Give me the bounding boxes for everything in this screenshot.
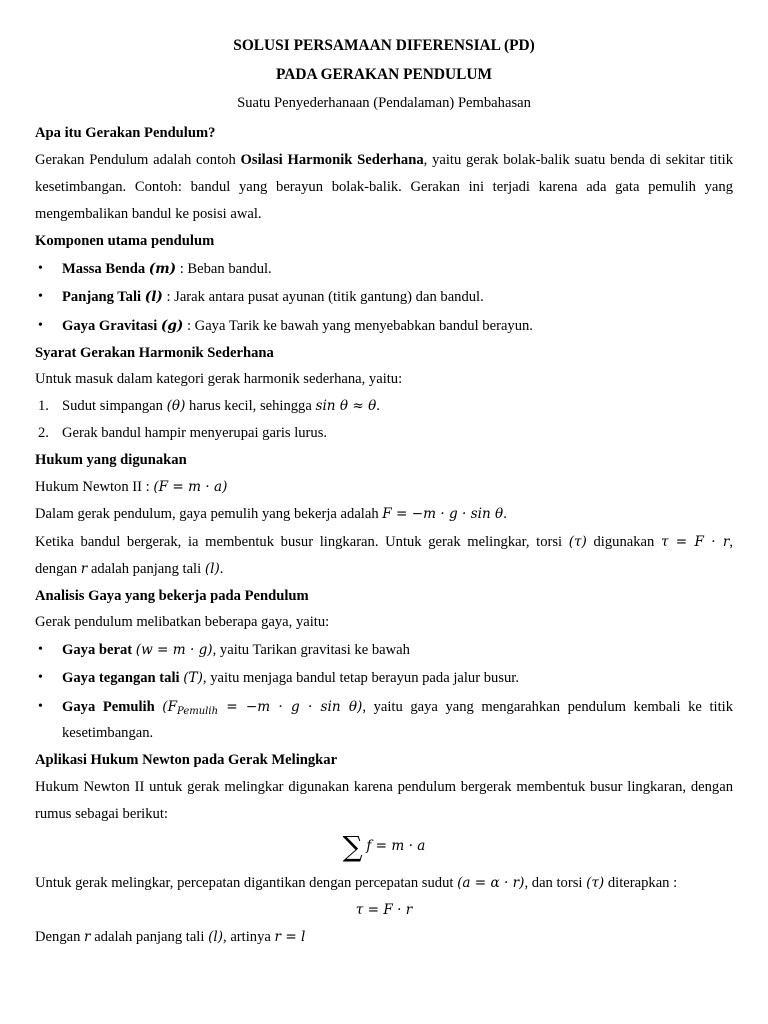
math-inline: (τ) bbox=[568, 534, 587, 550]
text-run: . bbox=[376, 398, 380, 414]
bold-term: Gaya tegangan tali bbox=[62, 670, 180, 686]
section-heading-hukum: Hukum yang digunakan bbox=[35, 452, 187, 468]
bold-term: Panjang Tali bbox=[62, 289, 142, 305]
list-item bbox=[62, 697, 733, 722]
section-heading-syarat: Syarat Gerakan Harmonik Sederhana bbox=[35, 345, 274, 361]
section-heading-komponen: Komponen utama pendulum bbox=[35, 233, 215, 249]
text-run: adalah panjang tali bbox=[90, 929, 209, 945]
text-run: harus kecil, sehingga bbox=[185, 398, 316, 414]
math-inline: (w = m · g) bbox=[135, 642, 213, 658]
math-symbol: (g) bbox=[160, 318, 184, 334]
bold-term: Gaya Pemulih bbox=[62, 699, 155, 715]
paragraph-line: Untuk masuk dalam kategori gerak harmonik sederhana, yaitu: bbox=[35, 371, 403, 387]
math-inline: r = l bbox=[274, 929, 306, 945]
text-run: Dengan bbox=[35, 929, 85, 945]
bullet-marker: • bbox=[38, 318, 43, 333]
math-subscript: Pemulih bbox=[177, 706, 219, 717]
math-symbol: (l) bbox=[144, 289, 163, 305]
paragraph-line: Hukum Newton II untuk gerak melingkar digunakan karena pendulum bergerak membentuk busur lingkaran, dengan bbox=[35, 779, 733, 795]
math-inline: sin θ ≈ θ bbox=[315, 398, 377, 414]
doc-title-line1: SOLUSI PERSAMAAN DIFERENSIAL (PD) bbox=[233, 37, 535, 54]
paragraph-line bbox=[35, 532, 733, 552]
list-number: 2. bbox=[38, 425, 49, 441]
text-run: , dan torsi bbox=[524, 875, 587, 891]
math-inline: F = −m · g · sin θ bbox=[382, 506, 504, 522]
math-var: g bbox=[167, 318, 177, 334]
paragraph-line bbox=[35, 559, 733, 579]
list-item bbox=[62, 259, 733, 279]
equation-sum bbox=[0, 830, 768, 863]
item-desc: : Jarak antara pusat ayunan (titik gantung) dan bandul. bbox=[162, 289, 484, 305]
paragraph-line: rumus sebagai berikut: bbox=[35, 806, 168, 822]
paragraph-line: mengembalikan bandul ke posisi awal. bbox=[35, 206, 262, 222]
math-inline bbox=[162, 699, 362, 715]
section-heading-analisis: Analisis Gaya yang bekerja pada Pendulum bbox=[35, 588, 309, 604]
paragraph-line: Gerak pendulum melibatkan beberapa gaya, yaitu: bbox=[35, 614, 330, 630]
bold-term: Osilasi Harmonik Sederhana bbox=[240, 152, 424, 168]
paragraph-line: kesetimbangan. Contoh: bandul yang berayun bolak-balik. Gerakan ini terjadi karena ada gata pemulih yang bbox=[35, 179, 733, 195]
sigma-symbol: ∑ bbox=[342, 830, 363, 863]
math-inline: (l) bbox=[204, 561, 220, 577]
section-heading-apa-itu: Apa itu Gerakan Pendulum? bbox=[35, 125, 216, 141]
text-run: , yaitu gerak bolak-balik suatu benda di sekitar titik bbox=[423, 152, 733, 168]
bold-term: Massa Benda bbox=[62, 261, 146, 277]
text-run: Untuk gerak melingkar, percepatan digantikan dengan percepatan sudut bbox=[35, 875, 458, 891]
math-var: m bbox=[155, 261, 170, 277]
section-heading-aplikasi: Aplikasi Hukum Newton pada Gerak Melingkar bbox=[35, 752, 338, 768]
math-inline: (F = m · a) bbox=[153, 479, 228, 495]
list-item: Gerak bandul hampir menyerupai garis lurus. bbox=[62, 425, 328, 441]
paragraph-line bbox=[35, 477, 733, 497]
list-number: 1. bbox=[38, 398, 49, 414]
text-run: Ketika bandul bergerak, ia membentuk busur lingkaran. Untuk gerak melingkar, torsi bbox=[35, 534, 569, 550]
equation-torque bbox=[0, 900, 768, 920]
text-run: Sudut simpangan bbox=[62, 398, 167, 414]
bullet-marker: • bbox=[38, 670, 43, 685]
text-run: . bbox=[503, 506, 507, 522]
math-part: (F bbox=[162, 699, 178, 715]
math-inline: r bbox=[80, 561, 88, 577]
bold-term: Gaya Gravitasi bbox=[62, 318, 158, 334]
doc-title-line2: PADA GERAKAN PENDULUM bbox=[275, 66, 493, 83]
paragraph-line bbox=[35, 504, 733, 524]
math-inline: (τ) bbox=[586, 875, 605, 891]
bullet-marker: • bbox=[38, 699, 43, 714]
math-var: l bbox=[151, 289, 157, 305]
math-inline: τ = F · r bbox=[660, 534, 730, 550]
math-part: = −m · g · sin θ) bbox=[218, 699, 363, 715]
item-desc: : Gaya Tarik ke bawah yang menyebabkan bandul berayun. bbox=[183, 318, 533, 334]
text-run: dengan bbox=[35, 561, 81, 577]
item-desc: , yaitu gaya yang mengarahkan pendulum kembali ke titik bbox=[362, 699, 733, 715]
text-run: Hukum Newton II : bbox=[35, 479, 154, 495]
bold-term: Gaya berat bbox=[62, 642, 133, 658]
item-desc: : Beban bandul. bbox=[176, 261, 272, 277]
item-desc: , yaitu menjaga bandul tetap berayun pada jalur busur. bbox=[202, 670, 520, 686]
bullet-marker: • bbox=[38, 642, 43, 657]
math-inline: (l) bbox=[208, 929, 224, 945]
text-run: , artinya bbox=[223, 929, 275, 945]
math-inline: τ = F · r bbox=[355, 902, 413, 918]
text-run: adalah panjang tali bbox=[87, 561, 205, 577]
list-item bbox=[62, 640, 733, 660]
text-run: . bbox=[219, 561, 224, 577]
list-item bbox=[62, 668, 733, 688]
bullet-marker: • bbox=[38, 261, 43, 276]
text-run: diterapkan : bbox=[604, 875, 678, 891]
list-item bbox=[62, 316, 733, 336]
text-run: , bbox=[729, 534, 733, 550]
math-inline: (a = α · r) bbox=[457, 875, 525, 891]
text-run: Gerakan Pendulum adalah contoh bbox=[35, 152, 241, 168]
math-inline: r bbox=[84, 929, 91, 945]
paragraph-line bbox=[35, 150, 733, 170]
doc-subtitle: Suatu Penyederhanaan (Pendalaman) Pembahasan bbox=[237, 95, 531, 111]
paragraph-line bbox=[35, 927, 733, 947]
math-inline: f = m · a bbox=[366, 838, 426, 854]
paragraph-line bbox=[35, 873, 733, 893]
text-run: digunakan bbox=[586, 534, 661, 550]
list-item bbox=[62, 287, 733, 307]
list-item-continuation: kesetimbangan. bbox=[62, 725, 154, 741]
list-item bbox=[62, 396, 733, 416]
math-inline: (T) bbox=[183, 670, 203, 686]
text-run: Dalam gerak pendulum, gaya pemulih yang bekerja adalah bbox=[35, 506, 383, 522]
math-symbol: (m) bbox=[148, 261, 177, 277]
bullet-marker: • bbox=[38, 289, 43, 304]
math-inline: (θ) bbox=[166, 398, 186, 414]
item-desc: , yaitu Tarikan gravitasi ke bawah bbox=[212, 642, 410, 658]
